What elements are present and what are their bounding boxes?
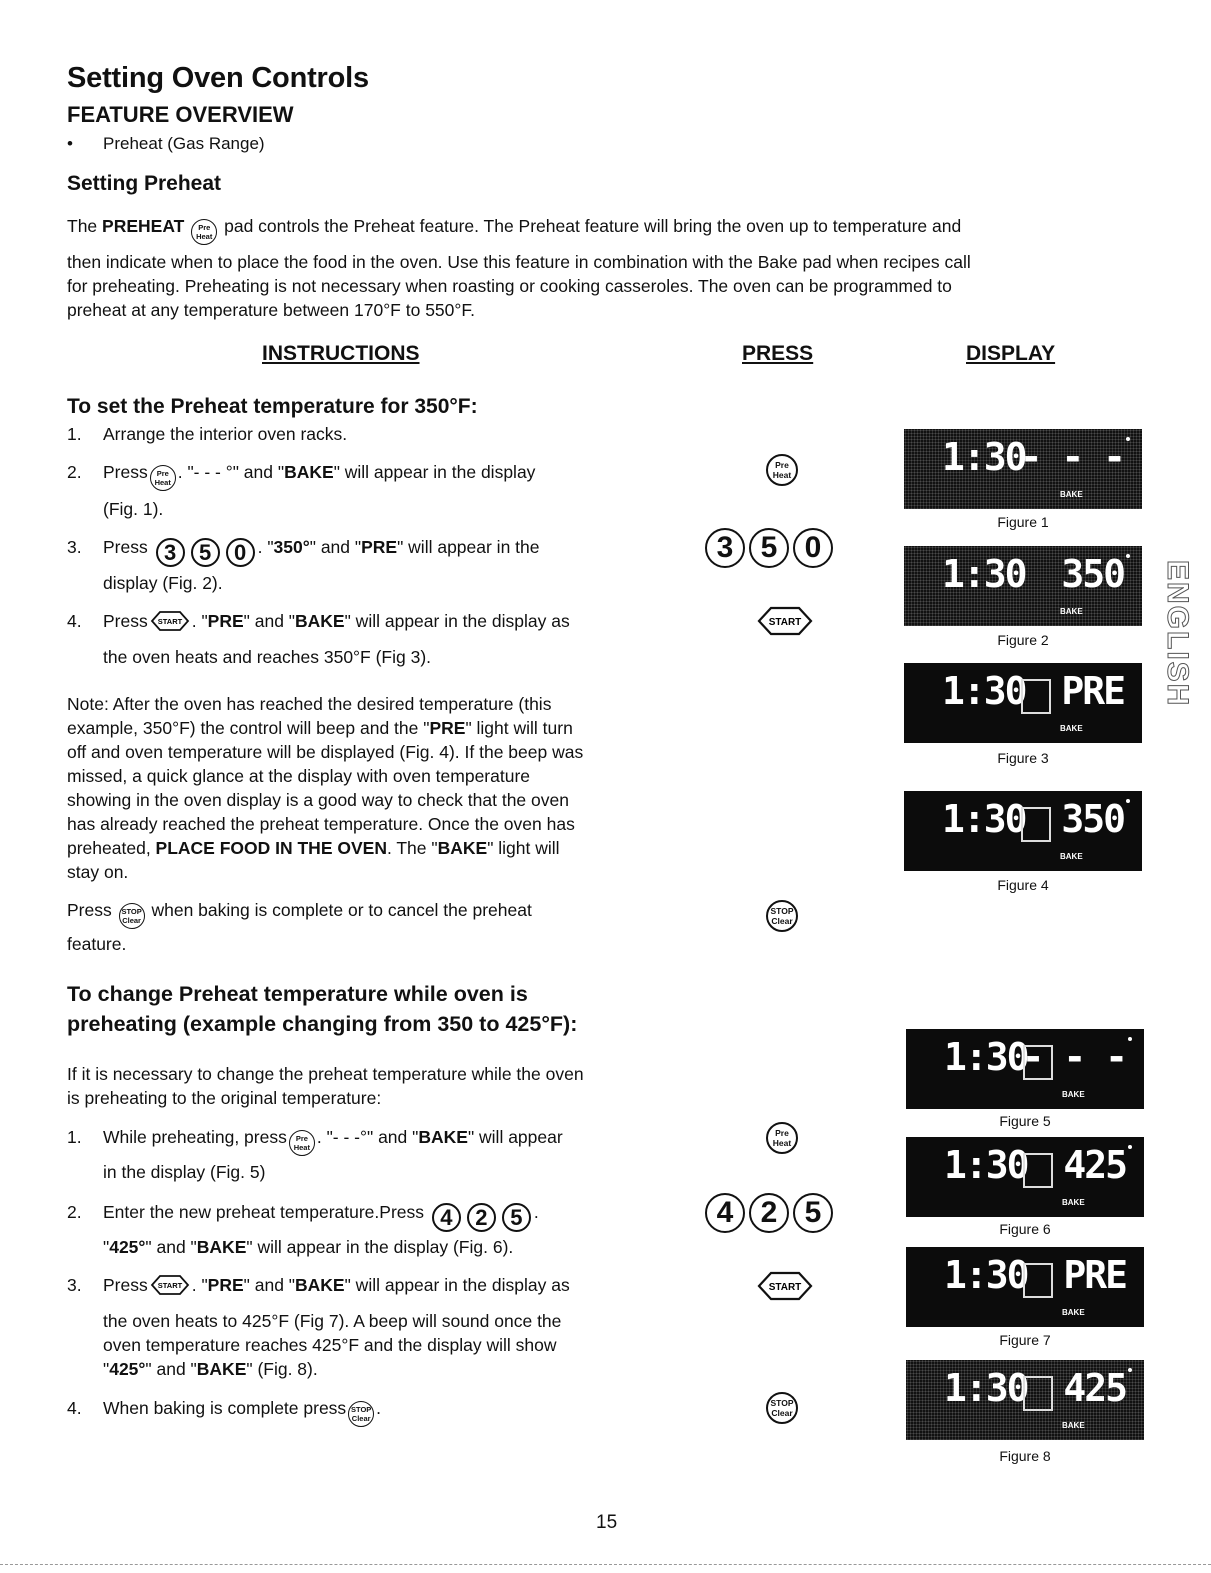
display-time: 1:30 (942, 669, 1026, 713)
press-number-pads-2 (705, 1193, 833, 1233)
part2-step-3-cont-3 (103, 1357, 318, 1381)
part1-step-2 (67, 460, 536, 491)
start-pad-icon (150, 610, 190, 632)
number-0-pad-icon: 0 (793, 528, 833, 568)
step-text: Press (103, 1275, 148, 1295)
step-number: 3. (67, 537, 82, 557)
note-line-8: stay on. (67, 862, 129, 882)
bottom-scan-line (0, 1564, 1211, 1565)
display-bake-indicator: BAKE (1060, 490, 1083, 499)
feature-bullet: • Preheat (Gas Range) (67, 134, 265, 153)
part2-step-3-cont-1: the oven heats to 425°F (Fig 7). A beep will sound once the (103, 1311, 562, 1331)
step-text: Enter the new preheat temperature.Press (103, 1202, 425, 1222)
temp-bold: 425° (109, 1237, 146, 1257)
stop-clear-pad-icon: STOP Clear (119, 903, 145, 929)
display-segment-box (1023, 1263, 1053, 1298)
display-figure-5 (906, 1029, 1144, 1109)
degree-indicator (1128, 1368, 1132, 1372)
start-pad-icon (756, 605, 814, 637)
cancel-text: when baking is complete or to cancel the preheat (151, 900, 532, 920)
number-3-pad-icon: 3 (156, 538, 185, 567)
step-text: . " (257, 537, 274, 557)
display-segment-box (1021, 679, 1051, 714)
part1-step-2-cont: (Fig. 1). (103, 499, 164, 519)
note-line-1: Note: After the oven has reached the desired temperature (this (67, 694, 552, 714)
step-text: . " (191, 1275, 208, 1295)
step-text: Press (103, 537, 148, 557)
degree-indicator (1126, 799, 1130, 803)
part1-step-1 (67, 422, 348, 446)
step-text: " will appear (467, 1127, 563, 1147)
step-number: 1. (67, 1127, 82, 1147)
step-text: " will appear in the display (Fig. 6). (246, 1237, 514, 1257)
number-5-pad-icon: 5 (191, 538, 220, 567)
stop-clear-pad-icon: STOP Clear (766, 900, 798, 932)
part2-step-1 (67, 1125, 563, 1156)
number-5-pad-icon: 5 (793, 1193, 833, 1233)
display-time: 1:30 (942, 552, 1026, 596)
degree-indicator (1126, 554, 1130, 558)
preheat-pad-icon: Pre Heat (289, 1130, 315, 1156)
part2-step-1-cont: in the display (Fig. 5) (103, 1162, 266, 1182)
intro-text: The (67, 216, 98, 236)
display-bake-indicator: BAKE (1062, 1308, 1085, 1317)
display-figure-8 (906, 1360, 1144, 1440)
display-value: PRE (1063, 1253, 1126, 1297)
note-text: . The " (386, 838, 438, 858)
display-segment-box (1021, 807, 1051, 842)
note-line-7 (67, 836, 560, 860)
number-5-pad-icon: 5 (502, 1203, 531, 1232)
step-text: " and " (243, 611, 296, 631)
note-line-2 (67, 716, 573, 740)
part2-step-3-cont-2: oven temperature reaches 425°F and the display will show (103, 1335, 557, 1355)
part2-step-4 (67, 1396, 382, 1427)
step-text: " and " (309, 537, 362, 557)
intro-line-2: then indicate when to place the food in the oven. Use this feature in combination with the Bake pad when recipes call (67, 252, 971, 272)
display-bake-indicator: BAKE (1060, 607, 1083, 616)
bake-bold: BAKE (295, 611, 345, 631)
part2-heading-line-2: preheating (example changing from 350 to 425°F): (67, 1012, 578, 1036)
note-line-3: off and oven temperature will be displayed (Fig. 4). If the beep was (67, 742, 584, 762)
start-pad-label: START (157, 1281, 182, 1290)
intro-text: pad controls the Preheat feature. The Preheat feature will bring the oven up to temperature and (224, 216, 962, 236)
display-figure-4 (904, 791, 1142, 871)
display-figure-2 (904, 546, 1142, 626)
display-bake-indicator: BAKE (1062, 1198, 1085, 1207)
figure-caption: Figure 4 (997, 877, 1049, 893)
setting-preheat-heading: Setting Preheat (67, 172, 222, 195)
section-subtitle: FEATURE OVERVIEW (67, 102, 294, 127)
display-bake-indicator: BAKE (1062, 1421, 1085, 1430)
display-value: PRE (1061, 669, 1124, 713)
step-text: Press (103, 611, 148, 631)
figure-caption: Figure 7 (999, 1332, 1051, 1348)
display-time: 1:30 (944, 1366, 1028, 1410)
pre-bold: PRE (429, 718, 466, 738)
display-column-heading: DISPLAY (966, 342, 1056, 365)
display-figure-3 (904, 663, 1142, 743)
part1-step-4-cont: the oven heats and reaches 350°F (Fig 3). (103, 647, 432, 667)
step-text: " will appear in the display as (344, 611, 570, 631)
note-text: " light will (487, 838, 560, 858)
step-text: . (376, 1398, 382, 1418)
number-2-pad-icon: 2 (467, 1203, 496, 1232)
step-text: . (533, 1202, 539, 1222)
step-number: 3. (67, 1275, 82, 1295)
start-pad-label: START (157, 617, 182, 626)
note-line-6: has already reached the preheat temperature. Once the oven has (67, 814, 575, 834)
part2-step-2 (67, 1200, 539, 1232)
bake-bold: BAKE (196, 1237, 247, 1257)
figure-caption: Figure 2 (997, 632, 1049, 648)
step-text: " (Fig. 8). (246, 1359, 318, 1379)
step-text: " and " (145, 1359, 197, 1379)
cancel-line-cont: feature. (67, 934, 127, 954)
preheat-pad-icon: Pre Heat (766, 1122, 798, 1154)
intro-preheat-bold: PREHEAT (102, 216, 185, 236)
display-value: 425 (1063, 1143, 1126, 1187)
start-pad-icon (756, 1270, 814, 1302)
instructions-column-heading: INSTRUCTIONS (262, 342, 420, 365)
figure-caption: Figure 6 (999, 1221, 1051, 1237)
display-bake-indicator: BAKE (1062, 1090, 1085, 1099)
step-text: Arrange the interior oven racks. (103, 424, 348, 444)
step-text: . "- - -°" and " (316, 1127, 419, 1147)
place-food-bold: PLACE FOOD IN THE OVEN (155, 838, 387, 858)
pre-bold: PRE (207, 611, 244, 631)
figure-caption: Figure 8 (999, 1448, 1051, 1464)
stop-clear-pad-icon: STOP Clear (348, 1401, 374, 1427)
display-time: 1:30 (942, 797, 1026, 841)
step-text: . " (191, 611, 208, 631)
step-text: " will appear in the display as (344, 1275, 570, 1295)
step-number: 4. (67, 611, 82, 631)
display-figure-7 (906, 1247, 1144, 1327)
start-pad-icon (150, 1274, 190, 1296)
note-text: " light will turn (465, 718, 573, 738)
number-4-pad-icon: 4 (432, 1203, 461, 1232)
stop-clear-pad-icon: STOP Clear (766, 1392, 798, 1424)
step-number: 2. (67, 462, 82, 482)
cancel-text: Press (67, 900, 112, 920)
display-value: 350 (1061, 797, 1124, 841)
number-5-pad-icon: 5 (749, 528, 789, 568)
part1-step-3-cont: display (Fig. 2). (103, 573, 223, 593)
display-time: 1:30 (944, 1253, 1028, 1297)
part1-step-4 (67, 609, 570, 633)
step-text: When baking is complete press (103, 1398, 347, 1418)
step-text: " and " (145, 1237, 197, 1257)
step-text: " (103, 1237, 110, 1257)
start-pad-label: START (768, 1282, 802, 1293)
preheat-pad-icon: Pre Heat (150, 465, 176, 491)
step-text: " will appear in the (397, 537, 540, 557)
display-time: 1:30 (944, 1035, 1028, 1079)
language-side-label: ENGLISH (1161, 560, 1194, 708)
display-value: 350 (1061, 552, 1124, 596)
figure-caption: Figure 5 (999, 1113, 1051, 1129)
number-2-pad-icon: 2 (749, 1193, 789, 1233)
step-text: . "- - - °" and " (177, 462, 285, 482)
display-figure-6 (906, 1137, 1144, 1217)
number-4-pad-icon: 4 (705, 1193, 745, 1233)
pre-bold: PRE (207, 1275, 244, 1295)
display-time: 1:30 (942, 435, 1026, 479)
cancel-line (67, 898, 532, 929)
temp-bold: 425° (109, 1359, 146, 1379)
preheat-pad-icon: Pre Heat (191, 219, 217, 245)
part2-step-2-cont (103, 1235, 513, 1259)
number-3-pad-icon: 3 (705, 528, 745, 568)
figure-caption: Figure 1 (997, 514, 1049, 530)
degree-indicator (1128, 1037, 1132, 1041)
part1-step-3 (67, 535, 540, 567)
step-text: Press (103, 462, 148, 482)
bake-bold: BAKE (418, 1127, 468, 1147)
display-bake-indicator: BAKE (1060, 852, 1083, 861)
display-segment-box (1023, 1376, 1053, 1411)
page-title: Setting Oven Controls (67, 62, 369, 94)
display-value: - - - (1021, 1035, 1126, 1079)
display-bake-indicator: BAKE (1060, 724, 1083, 733)
display-figure-1 (904, 429, 1142, 509)
number-0-pad-icon: 0 (226, 538, 255, 567)
bake-bold: BAKE (284, 462, 334, 482)
degree-indicator (1126, 437, 1130, 441)
display-time: 1:30 (944, 1143, 1028, 1187)
figure-caption: Figure 3 (997, 750, 1049, 766)
step-number: 4. (67, 1398, 82, 1418)
bake-bold: BAKE (295, 1275, 345, 1295)
display-value: 425 (1063, 1366, 1126, 1410)
step-text: " and " (243, 1275, 296, 1295)
pre-bold: PRE (361, 537, 398, 557)
press-number-pads-1 (705, 528, 833, 568)
bake-bold: BAKE (196, 1359, 247, 1379)
note-text: example, 350°F) the control will beep and the " (67, 718, 430, 738)
degree-indicator (1128, 1145, 1132, 1149)
display-segment-box (1023, 1153, 1053, 1188)
part1-heading: To set the Preheat temperature for 350°F: (67, 395, 478, 418)
step-number: 1. (67, 424, 82, 444)
feature-bullet-text: Preheat (Gas Range) (103, 134, 265, 153)
intro-line-1 (67, 214, 961, 245)
page-number: 15 (596, 1512, 618, 1533)
part2-heading-line-1: To change Preheat temperature while oven is (67, 982, 528, 1006)
step-text: " will appear in the display (333, 462, 536, 482)
intro-line-4: preheat at any temperature between 170°F to 550°F. (67, 300, 476, 320)
part2-intro-line-2: is preheating to the original temperature: (67, 1088, 382, 1108)
step-text: " (103, 1359, 110, 1379)
bake-bold: BAKE (437, 838, 488, 858)
note-line-4: missed, a quick glance at the display with oven temperature (67, 766, 531, 786)
intro-line-3: for preheating. Preheating is not necessary when roasting or cooking casseroles. The oven can be programmed to (67, 276, 952, 296)
preheat-pad-icon: Pre Heat (766, 454, 798, 486)
temp-bold: 350° (273, 537, 310, 557)
part2-step-3 (67, 1273, 570, 1297)
note-line-5: showing in the oven display is a good way to check that the oven (67, 790, 569, 810)
part2-intro-line-1: If it is necessary to change the preheat temperature while the oven (67, 1064, 584, 1084)
display-value: - - - (1019, 435, 1124, 479)
start-pad-label: START (768, 617, 802, 628)
note-text: preheated, (67, 838, 156, 858)
step-number: 2. (67, 1202, 82, 1222)
step-text: While preheating, press (103, 1127, 287, 1147)
press-column-heading: PRESS (742, 342, 814, 365)
